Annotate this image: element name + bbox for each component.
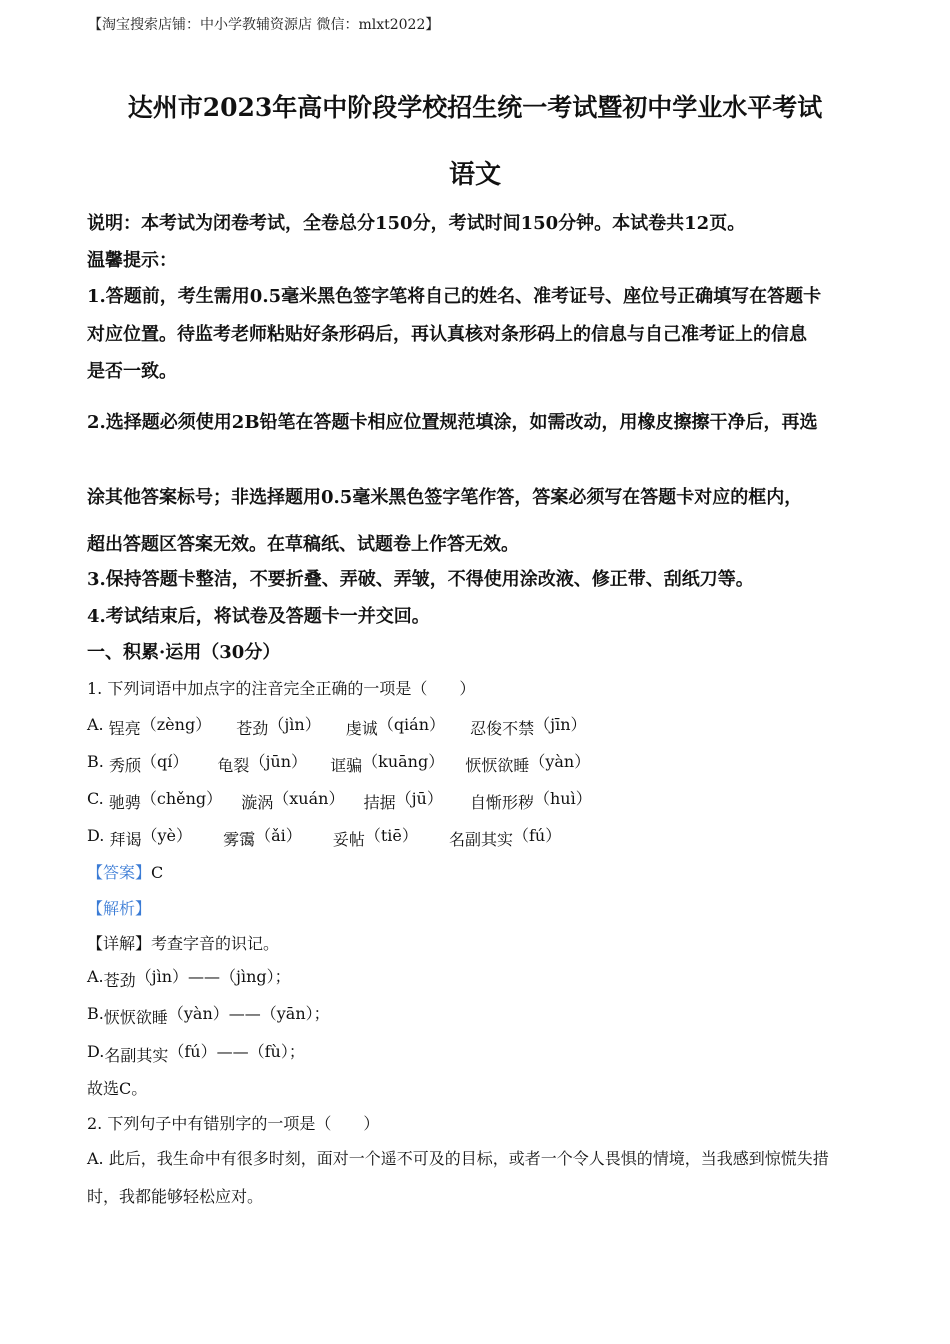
tip2-line2: 涂其他答案标号；非选择题用0.5毫米黑色签字笔作答，答案必须写在答题卡对应的框内， — [87, 487, 803, 508]
answer-value: C — [151, 863, 164, 882]
pinyin: （chěng） — [140, 789, 223, 808]
word: 自惭形秽 — [469, 793, 534, 812]
word: 锃亮 — [108, 719, 141, 738]
answer-label: 【答案】 — [87, 863, 152, 882]
word: 虔诚 — [345, 719, 378, 738]
word: 名副其实 — [448, 830, 513, 849]
exam-note: 说明：本考试为闭卷考试，全卷总分150分，考试时间150分钟。本试卷共12页。 — [87, 213, 746, 234]
tip2-line1: 2.选择题必须使用2B铅笔在答题卡相应位置规范填涂，如需改动，用橡皮擦擦干净后，再选 — [87, 412, 818, 433]
option-letter: C. — [87, 789, 104, 808]
pinyin: （huì） — [533, 789, 592, 808]
word: 秀颀 — [108, 756, 141, 775]
word: 恹恹欲睡 — [465, 756, 530, 775]
word: 拮据 — [363, 793, 396, 812]
tip2-line3: 超出答题区答案无效。在草稿纸、试题卷上作答无效。 — [87, 534, 519, 555]
subject-title: 语文 — [448, 160, 501, 190]
tip1-line2: 对应位置。待监考老师粘贴好条形码后，再认真核对条形码上的信息与自己准考证上的信息 — [87, 324, 807, 345]
analysis-label: 【解析】 — [87, 899, 152, 918]
correction-pinyin: （jìn）——（jìng）； — [135, 967, 291, 986]
correction-letter: A. — [87, 967, 104, 986]
q2-stem: 2. 下列句子中有错别字的一项是（ ） — [87, 1114, 380, 1133]
word: 拜谒 — [109, 830, 142, 849]
pinyin: （fú） — [513, 826, 562, 845]
q1-option-d — [87, 823, 862, 849]
option-letter: D. — [87, 826, 105, 845]
pinyin: （kuāng） — [362, 752, 445, 771]
correction-d — [87, 1039, 862, 1065]
correction-b — [87, 1001, 862, 1027]
q1-option-b — [87, 749, 862, 775]
pinyin: （ǎi） — [255, 826, 302, 845]
word: 漩涡 — [241, 793, 274, 812]
word: 龟裂 — [217, 756, 250, 775]
correction-letter: D. — [87, 1042, 105, 1061]
word: 忍俊不禁 — [470, 719, 535, 738]
pinyin: （jū） — [395, 789, 443, 808]
tip1-line3: 是否一致。 — [87, 361, 177, 382]
conclusion: 故选C。 — [87, 1079, 148, 1098]
shop-header: 【淘宝搜索店铺：中小学教辅资源店 微信：mlxt2022】 — [88, 17, 440, 33]
option-letter: A. — [87, 715, 104, 734]
q2-option-a-line1: A. 此后，我生命中有很多时刻，面对一个遥不可及的目标，或者一个令人畏惧的情境，当我感到惊慌失措 — [87, 1149, 829, 1168]
pinyin: （zèng） — [140, 715, 212, 734]
q1-option-a — [87, 712, 862, 738]
q1-option-c — [87, 786, 862, 812]
exam-title: 达州市2023年高中阶段学校招生统一考试暨初中学业水平考试 — [127, 93, 823, 122]
correction-pinyin: （yàn）——（yān）； — [167, 1004, 330, 1023]
correction-word: 名副其实 — [104, 1046, 169, 1065]
tip3: 3.保持答题卡整洁，不要折叠、弄破、弄皱，不得使用涂改液、修正带、刮纸刀等。 — [87, 569, 754, 590]
q1-stem: 1. 下列词语中加点字的注音完全正确的一项是（ ） — [87, 679, 476, 698]
pinyin: （tiē） — [364, 826, 418, 845]
word: 雾霭 — [223, 830, 256, 849]
answer-line — [87, 860, 862, 883]
tip1-line1: 1.答题前，考生需用0.5毫米黑色签字笔将自己的姓名、准考证号、座位号正确填写在答题卡 — [87, 286, 822, 307]
detail-line: 【详解】考查字音的识记。 — [87, 934, 280, 953]
pinyin: （jīn） — [534, 715, 587, 734]
pinyin: （jìn） — [268, 715, 321, 734]
correction-word: 恹恹欲睡 — [103, 1008, 168, 1027]
tip4: 4.考试结束后，将试卷及答题卡一并交回。 — [87, 606, 430, 627]
tip-label: 温馨提示： — [87, 250, 177, 271]
correction-a — [87, 964, 862, 990]
word: 苍劲 — [236, 719, 269, 738]
correction-letter: B. — [87, 1004, 104, 1023]
correction-word: 苍劲 — [103, 971, 136, 990]
pinyin: （yàn） — [529, 752, 591, 771]
q2-option-a-line2: 时，我都能够轻松应对。 — [87, 1187, 264, 1206]
option-letter: B. — [87, 752, 104, 771]
pinyin: （yè） — [141, 826, 192, 845]
word: 妥帖 — [332, 830, 365, 849]
pinyin: （xuán） — [273, 789, 345, 808]
word: 驰骋 — [108, 793, 141, 812]
pinyin: （jūn） — [249, 752, 308, 771]
word: 诓骗 — [330, 756, 363, 775]
section-heading: 一、积累·运用（30分） — [87, 642, 281, 663]
pinyin: （qí） — [140, 752, 189, 771]
correction-pinyin: （fú）——（fù）； — [168, 1042, 305, 1061]
pinyin: （qián） — [377, 715, 446, 734]
